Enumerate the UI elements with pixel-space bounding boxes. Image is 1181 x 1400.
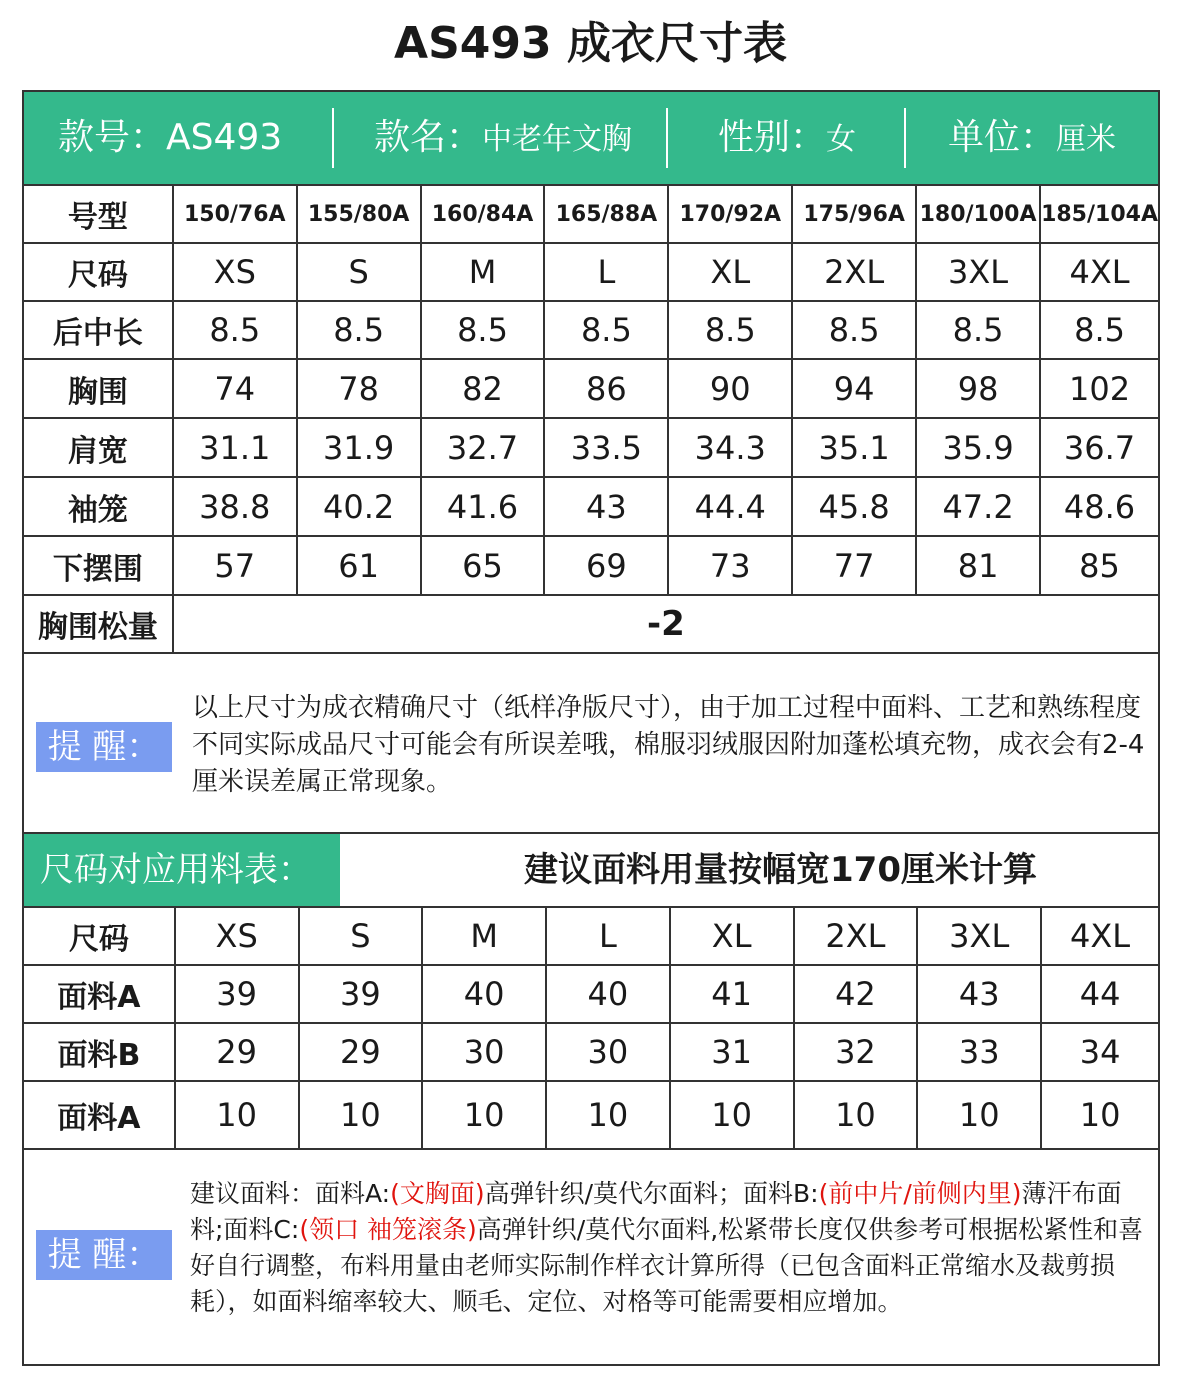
value-cell: 86 [544, 359, 668, 418]
value-cell: 10 [917, 1081, 1041, 1149]
unit-label: 单位： [948, 117, 1057, 158]
value-cell: 35.1 [792, 418, 916, 477]
page-title: AS493 成衣尺寸表 [394, 18, 787, 69]
value-cell: 48.6 [1040, 477, 1159, 536]
value-cell: 33 [917, 1023, 1041, 1081]
product-header [24, 92, 1158, 184]
value-cell: 85 [1040, 536, 1159, 595]
fabric-row-a2 [23, 1081, 1159, 1149]
row-label: 尺码 [23, 243, 173, 301]
ease-value: -2 [173, 595, 1159, 653]
value-cell: 94 [792, 359, 916, 418]
size-chart-frame [22, 90, 1160, 1366]
size-cell: M [421, 243, 545, 301]
value-cell: 61 [297, 536, 421, 595]
reminder-badge: 提 醒： [36, 722, 172, 772]
value-cell: 82 [421, 359, 545, 418]
type-cell: 155/80A [297, 185, 421, 243]
value-cell: 43 [917, 965, 1041, 1023]
size-table [22, 184, 1160, 654]
style-name [374, 92, 632, 184]
value-cell: 29 [299, 1023, 423, 1081]
value-cell: 77 [792, 536, 916, 595]
reminder-badge-2: 提 醒： [36, 1230, 172, 1280]
reminder-box [24, 652, 1158, 834]
value-cell: 30 [422, 1023, 546, 1081]
reminder-text: 以上尺寸为成衣精确尺寸（纸样净版尺寸），由于加工过程中面料、工艺和熟练程度不同实际成品尺寸可能会有所误差哦，棉服羽绒服因附加蓬松填充物，成衣会有2-4厘米误差属正常现象。 [192, 693, 1145, 797]
size-cell: 2XL [792, 243, 916, 301]
fabric-section-tag: 尺码对应用料表： [24, 834, 340, 906]
type-cell: 160/84A [421, 185, 545, 243]
header-divider [904, 108, 906, 168]
size-cell: S [299, 907, 423, 965]
value-cell: 8.5 [792, 301, 916, 359]
row-label: 胸围 [23, 359, 173, 418]
value-cell: 40.2 [297, 477, 421, 536]
header-divider [666, 108, 668, 168]
unit [948, 92, 1116, 184]
fabric-row-b [23, 1023, 1159, 1081]
size-cell: L [544, 243, 668, 301]
value-cell: 41 [670, 965, 794, 1023]
row-label: 胸围松量 [23, 595, 173, 653]
row-label: 后中长 [23, 301, 173, 359]
value-cell: 69 [544, 536, 668, 595]
value-cell: 39 [299, 965, 423, 1023]
fabric-width-note: 建议面料用量按幅宽170厘米计算 [524, 850, 1037, 890]
size-cell: XL [668, 243, 792, 301]
reminder-highlight: (领口 袖笼滚条) [299, 1215, 477, 1244]
value-cell: 10 [299, 1081, 423, 1149]
row-armhole [23, 477, 1159, 536]
value-cell: 8.5 [1040, 301, 1159, 359]
size-cell: 3XL [917, 907, 1041, 965]
value-cell: 43 [544, 477, 668, 536]
row-size [23, 243, 1159, 301]
value-cell: 29 [175, 1023, 299, 1081]
value-cell: 8.5 [421, 301, 545, 359]
type-cell: 170/92A [668, 185, 792, 243]
value-cell: 10 [1041, 1081, 1159, 1149]
value-cell: 40 [546, 965, 670, 1023]
row-chest [23, 359, 1159, 418]
value-cell: 81 [916, 536, 1040, 595]
value-cell: 41.6 [421, 477, 545, 536]
type-cell: 165/88A [544, 185, 668, 243]
type-cell: 180/100A [916, 185, 1040, 243]
row-label: 面料B [23, 1023, 175, 1081]
gender [718, 92, 856, 184]
value-cell: 42 [794, 965, 918, 1023]
value-cell: 8.5 [297, 301, 421, 359]
row-hem [23, 536, 1159, 595]
value-cell: 8.5 [668, 301, 792, 359]
value-cell: 47.2 [916, 477, 1040, 536]
reminder-highlight: (文胸面) [390, 1179, 485, 1208]
value-cell: 10 [546, 1081, 670, 1149]
row-ease [23, 595, 1159, 653]
size-cell: M [422, 907, 546, 965]
value-cell: 10 [175, 1081, 299, 1149]
type-cell: 175/96A [792, 185, 916, 243]
value-cell: 40 [422, 965, 546, 1023]
value-cell: 90 [668, 359, 792, 418]
value-cell: 98 [916, 359, 1040, 418]
value-cell: 31 [670, 1023, 794, 1081]
gender-value: 女 [826, 122, 857, 157]
row-label: 面料A [23, 1081, 175, 1149]
reminder-text-2 [190, 1176, 1150, 1320]
style-number: 款号：AS493 [58, 117, 283, 158]
size-cell: L [546, 907, 670, 965]
value-cell: 36.7 [1040, 418, 1159, 477]
fabric-table [22, 906, 1160, 1150]
value-cell: 102 [1040, 359, 1159, 418]
reminder-highlight: (前中片/前侧内里) [818, 1179, 1022, 1208]
value-cell: 10 [670, 1081, 794, 1149]
value-cell: 57 [173, 536, 297, 595]
value-cell: 32.7 [421, 418, 545, 477]
reminder-text-segment: 高弹针织/莫代尔面料,松紧带长度仅供参考可根据松紧性和喜好自行调整，布料用量由老师实际制作样衣计算所得（已包含面料正常缩水及裁剪损耗），如面料缩率较大、顺毛、定位、对格等可能需要相应增加。 [190, 1215, 1144, 1316]
fabric-row-size [23, 907, 1159, 965]
value-cell: 73 [668, 536, 792, 595]
value-cell: 38.8 [173, 477, 297, 536]
value-cell: 44 [1041, 965, 1159, 1023]
size-cell: 2XL [794, 907, 918, 965]
reminder-text-segment: 高弹针织/莫代尔面料；面料B: [484, 1179, 819, 1208]
size-cell: XS [175, 907, 299, 965]
reminder-text-segment: 建议面料：面料A: [190, 1179, 391, 1208]
value-cell: 33.5 [544, 418, 668, 477]
size-cell: 4XL [1040, 243, 1159, 301]
value-cell: 31.1 [173, 418, 297, 477]
value-cell: 34.3 [668, 418, 792, 477]
value-cell: 35.9 [916, 418, 1040, 477]
size-cell: S [297, 243, 421, 301]
value-cell: 74 [173, 359, 297, 418]
value-cell: 8.5 [173, 301, 297, 359]
value-cell: 32 [794, 1023, 918, 1081]
gender-label: 性别： [718, 117, 827, 158]
value-cell: 78 [297, 359, 421, 418]
reminder-text-segment: 薄汗布面料;面料C: [190, 1179, 1122, 1244]
value-cell: 31.9 [297, 418, 421, 477]
unit-value: 厘米 [1056, 122, 1117, 157]
row-label: 袖笼 [23, 477, 173, 536]
fabric-row-a [23, 965, 1159, 1023]
row-label: 号型 [23, 185, 173, 243]
value-cell: 45.8 [792, 477, 916, 536]
value-cell: 8.5 [544, 301, 668, 359]
value-cell: 10 [794, 1081, 918, 1149]
style-name-value: 中老年文胸 [482, 122, 633, 157]
fabric-section-header [24, 834, 1158, 908]
row-shoulder [23, 418, 1159, 477]
type-cell: 150/76A [173, 185, 297, 243]
header-divider [332, 108, 334, 168]
value-cell: 10 [422, 1081, 546, 1149]
size-cell: 3XL [916, 243, 1040, 301]
size-cell: XL [670, 907, 794, 965]
row-label: 肩宽 [23, 418, 173, 477]
value-cell: 65 [421, 536, 545, 595]
row-type [23, 185, 1159, 243]
row-label: 尺码 [23, 907, 175, 965]
value-cell: 8.5 [916, 301, 1040, 359]
row-label: 面料A [23, 965, 175, 1023]
size-cell: 4XL [1041, 907, 1159, 965]
value-cell: 39 [175, 965, 299, 1023]
size-cell: XS [173, 243, 297, 301]
value-cell: 34 [1041, 1023, 1159, 1081]
style-name-label: 款名： [374, 117, 483, 158]
value-cell: 44.4 [668, 477, 792, 536]
row-label: 下摆围 [23, 536, 173, 595]
type-cell: 185/104A [1040, 185, 1159, 243]
row-back-length [23, 301, 1159, 359]
value-cell: 30 [546, 1023, 670, 1081]
